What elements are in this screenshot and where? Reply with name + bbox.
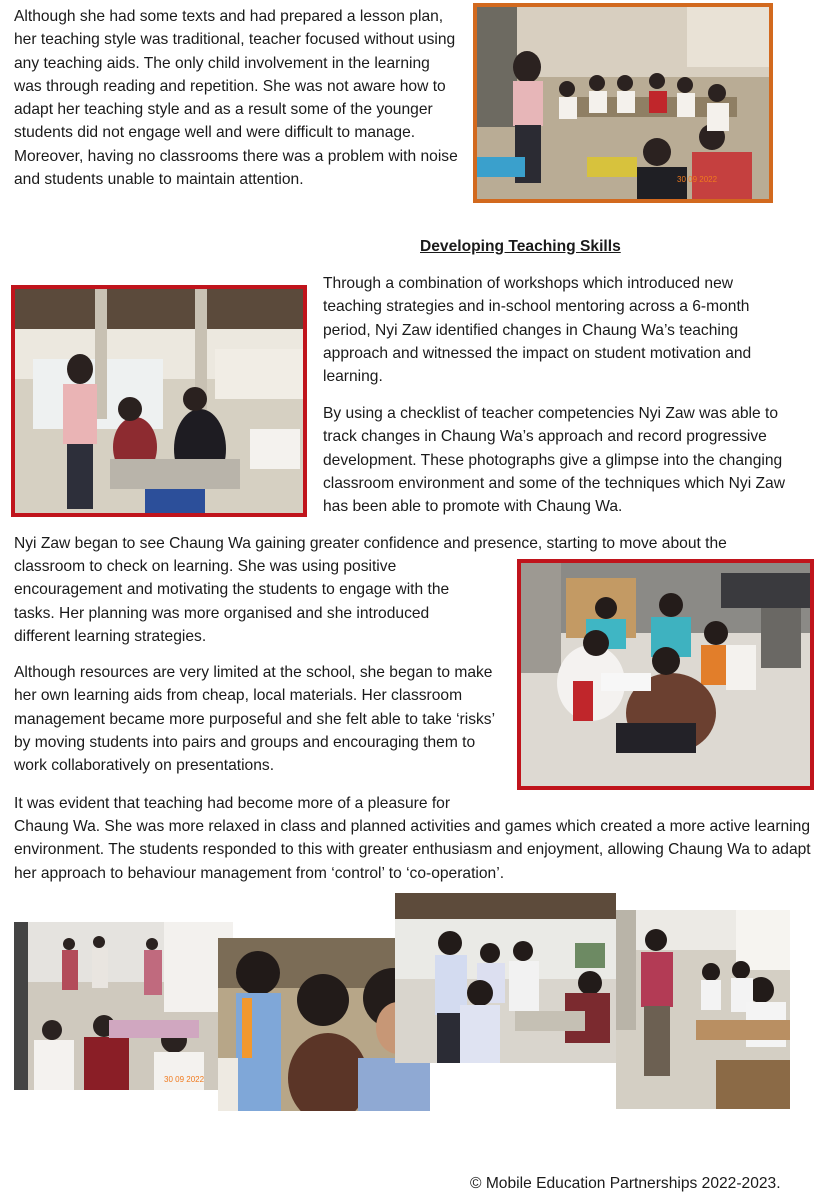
photo-timestamp: 30 09 2022 [677, 175, 718, 184]
photo-group-work [517, 559, 814, 790]
workshops-paragraph: Through a combination of workshops which introduced new teaching strategies and in-school mentoring across a 6-month period, Nyi Zaw identified changes in Chaung Wa’s teaching approach and witnessed the impact on student motivation and learning. [323, 275, 752, 386]
intro-paragraph: Although she had some texts and had prepared a lesson plan, her teaching style was traditional, teacher focused without using any teaching aids. The only child involvement in the learning was through reading and repetition. She was not aware how to adapt her teaching style and as a result some of the younger students did not engage well and were difficult to manage. Moreover, having no classrooms there was a problem with noise and students unable to maintain attention. [14, 8, 458, 189]
collage-photo-4 [616, 910, 790, 1109]
resources-paragraph: Although resources are very limited at the school, she began to make her own learning aids from cheap, local materials. Her classroom management became more purposeful and she felt able to take ‘risks’ by moving students into pairs and groups and encouraging them to work collaboratively on presentations. [14, 664, 495, 775]
section-heading: Developing Teaching Skills [420, 238, 621, 255]
collage-photo-3 [395, 893, 616, 1063]
copyright-footer: © Mobile Education Partnerships 2022-2023. [470, 1175, 781, 1192]
pleasure-paragraph-line1: It was evident that teaching had become more of a pleasure for [14, 795, 451, 812]
checklist-paragraph: By using a checklist of teacher competencies Nyi Zaw was able to track changes in Chaung Wa’s approach and record progressive development. These photographs give a glimpse into the changing classroom environment and some of the techniques which Nyi Zaw has been able to promote with Chaung Wa. [323, 405, 785, 516]
confidence-paragraph-line1: Nyi Zaw began to see Chaung Wa gaining greater confidence and presence, starting to move about the [14, 535, 727, 552]
collage-photo-1 [14, 922, 233, 1090]
pleasure-paragraph: Chaung Wa. She was more relaxed in class and planned activities and games which created a more active learning environment. The students responded to this with greater enthusiasm and enjoyment, allowing Chaung Wa to adapt her approach to behaviour management from ‘control’ to ‘co-operation’. [14, 818, 811, 882]
photo-teacher-mentoring [11, 285, 307, 517]
confidence-paragraph: classroom to check on learning. She was using positive encouragement and motivating the students to engage with the tasks. Her planning was more organised and she introduced different learning strategies. [14, 558, 450, 645]
photo-timestamp: 30 09 2022 [164, 1075, 205, 1084]
photo-classroom-floor [473, 3, 773, 203]
